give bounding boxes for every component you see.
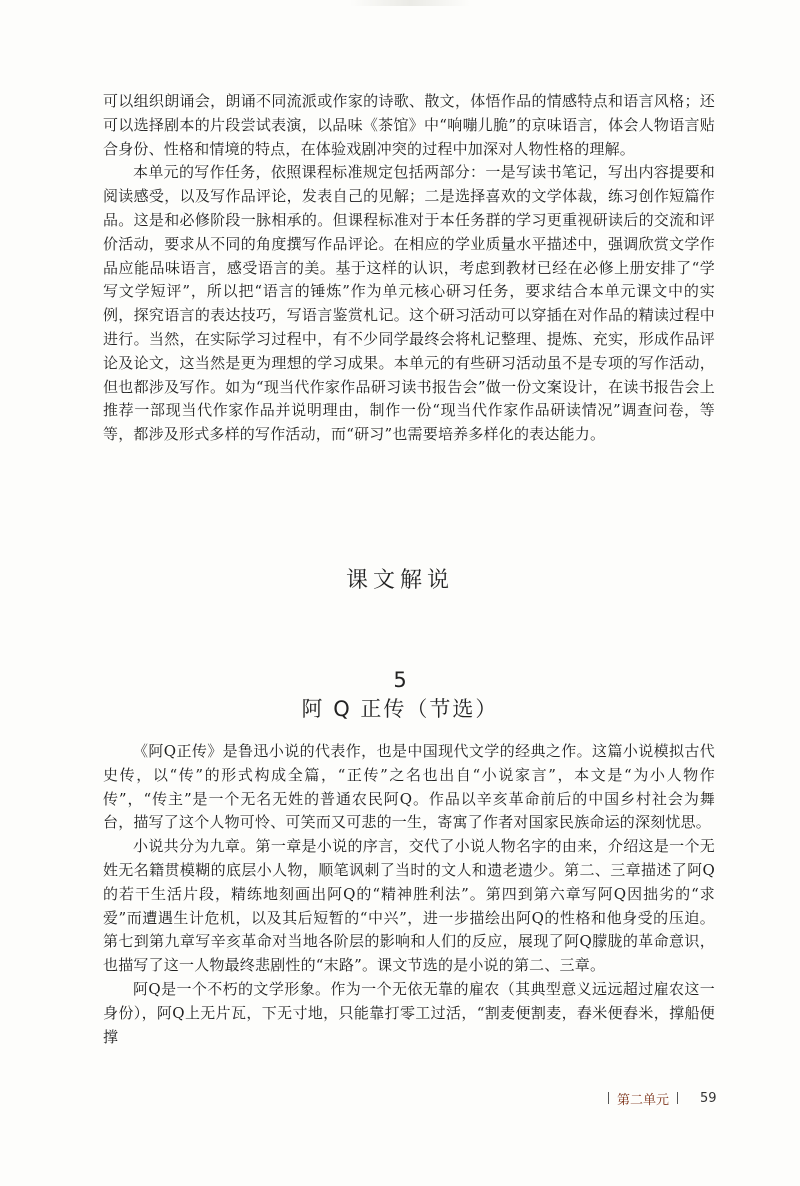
page-footer xyxy=(600,1087,740,1109)
page-number: 59 xyxy=(700,1090,717,1106)
lesson-title: 阿 Q 正传（节选） xyxy=(301,697,499,721)
paragraph: 阿Q是一个不朽的文学形象。作为一个无依无靠的雇农（其典型意义远远超过雇农这一身份），阿Q上无片瓦，下无寸地，只能靠打零工过活，“割麦便割麦，舂米便舂米，撑船便撑 xyxy=(103,979,715,1046)
lesson-number: 5 xyxy=(393,668,407,692)
paragraph: 《阿Q正传》是鲁迅小说的代表作，也是中国现代文学的经典之作。这篇小说模拟古代史传，以“传”的形式构成全篇，“正传”之名也出自“小说家言”，本文是“为小人物作传”，“传主”是一个无名无姓的普通农民阿Q。作品以辛亥革命前后的中国乡村社会为舞台，描写了这个人物可怜、可笑而又可悲的一生，寄寓了作者对国家民族命运的深刻忧思。 xyxy=(103,742,715,832)
footer-unit-label: 第二单元 xyxy=(617,1092,670,1108)
intro-text-block xyxy=(103,90,715,447)
top-edge-mark xyxy=(350,0,470,6)
footer-divider xyxy=(608,1092,609,1104)
paragraph: 本单元的写作任务，依照课程标准规定包括两部分：一是写读书笔记，写出内容提要和阅读感受，以及写作品评论，发表自己的见解；二是选择喜欢的文学体裁，练习创作短篇作品。这是和必修阶段一脉相承的。但课程标准对于本任务群的学习更重视研读后的交流和评价活动，要求从不同的角度撰写作品评论。在相应的学业质量水平描述中，强调欣赏文学作品应能品味语言，感受语言的美。基于这样的认识，考虑到教材已经在必修上册安排了“学写文学短评”，所以把“语言的锤炼”作为单元核心研习任务，要求结合本单元课文中的实例，探究语言的表达技巧，写语言鉴赏札记。这个研习活动可以穿插在对作品的精读过程中进行。当然，在实际学习过程中，有不少同学最终会将札记整理、提炼、充实，形成作品评论及论文，这当然是更为理想的学习成果。本单元的有些研习活动虽不是专项的写作活动，但也都涉及写作。如为“现当代作家作品研习读书报告会”做一份文案设计，在读书报告会上推荐一部现当代作家作品并说明理由，制作一份“现当代作家作品研读情况”调查问卷，等等，都涉及形式多样的写作活动，而“研习”也需要培养多样化的表达能力。 xyxy=(103,163,715,444)
lesson-text-block xyxy=(103,740,715,1049)
footer-divider xyxy=(677,1092,678,1104)
section-heading: 课文解说 xyxy=(345,568,454,593)
paragraph: 可以组织朗诵会，朗诵不同流派或作家的诗歌、散文，体悟作品的情感特点和语言风格；还可以选择剧本的片段尝试表演，以品味《茶馆》中“响嘣儿脆”的京味语言，体会人物语言贴合身份、性格和情境的特点，在体验戏剧冲突的过程中加深对人物性格的理解。 xyxy=(103,92,715,158)
paragraph: 小说共分为九章。第一章是小说的序言，交代了小说人物名字的由来，介绍这是一个无姓无名籍贯模糊的底层小人物，顺笔讽刺了当时的文人和遗老遗少。第二、三章描述了阿Q的若干生活片段，精练地刻画出阿Q的“精神胜利法”。第四到第六章写阿Q因拙劣的“求爱”而遭遇生计危机，以及其后短暂的“中兴”，进一步描绘出阿Q的性格和他身受的压迫。第七到第九章写辛亥革命对当地各阶层的影响和人们的反应，展现了阿Q朦胧的革命意识，也描写了这一人物最终悲剧性的“末路”。课文节选的是小说的第二、三章。 xyxy=(103,837,715,975)
